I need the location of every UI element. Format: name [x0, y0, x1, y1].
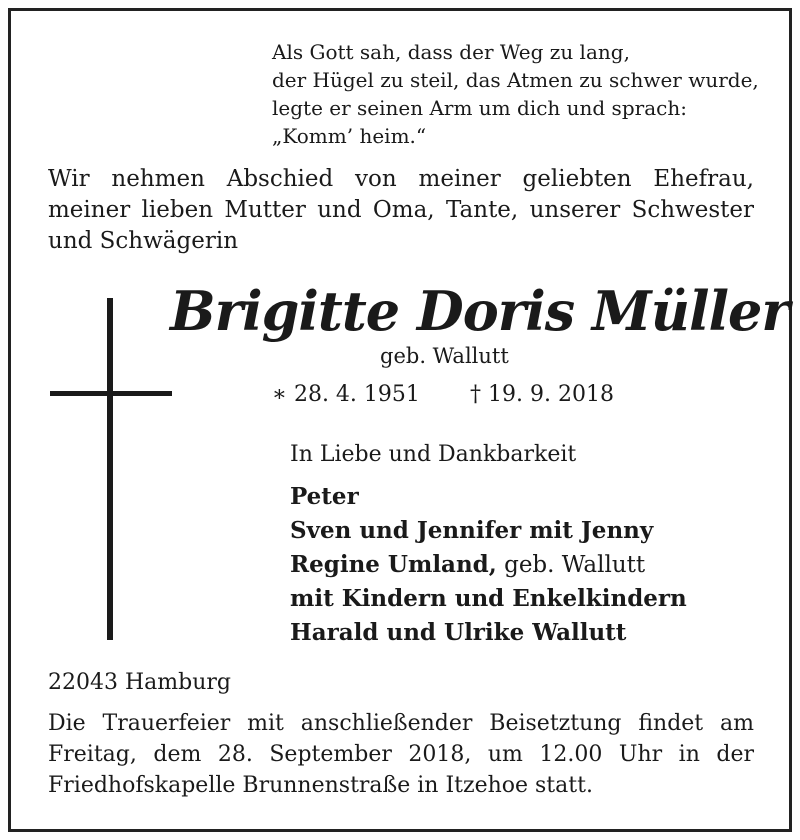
latin-cross-icon — [107, 298, 113, 640]
poem-line: Als Gott sah, dass der Weg zu lang, — [272, 40, 630, 64]
mourner-line: Harald und Ulrike Wallutt — [290, 619, 627, 646]
birth-date: ∗ 28. 4. 1951 — [272, 382, 420, 407]
mourners-list — [290, 480, 760, 650]
mourner-line — [290, 548, 760, 582]
mourner-line: Peter — [290, 483, 359, 510]
mourner-name: Regine Umland, — [290, 551, 497, 578]
birth-name: geb. Wallutt — [380, 344, 509, 368]
deceased-name: Brigitte Doris Müller — [170, 279, 789, 343]
ceremony-text — [48, 708, 754, 801]
poem-line: legte er seinen Arm um dich und sprach: — [272, 96, 687, 120]
mourner-line: mit Kindern und Enkelkindern — [290, 585, 687, 612]
poem — [272, 38, 759, 150]
mourner-birth-name: geb. Wallutt — [496, 552, 646, 578]
ceremony-line: Friedhofskapelle Brunnenstraße in Itzehoe statt. — [48, 773, 593, 798]
latin-cross-icon-bar — [50, 391, 172, 396]
intro-line: und Schwägerin — [48, 228, 239, 254]
death-date: † 19. 9. 2018 — [470, 382, 614, 407]
intro-line: Wir nehmen Abschied von meiner geliebten Ehefrau, — [48, 166, 754, 192]
poem-line: der Hügel zu steil, das Atmen zu schwer wurde, — [272, 68, 759, 92]
mourner-line: Sven und Jennifer mit Jenny — [290, 517, 654, 544]
city: 22043 Hamburg — [48, 670, 231, 695]
ceremony-line: Die Trauerfeier mit anschließender Beisetztung findet am — [48, 711, 754, 736]
intro-text — [48, 164, 754, 257]
intro-line: meiner lieben Mutter und Oma, Tante, unserer Schwester — [48, 197, 754, 223]
dedication: In Liebe und Dankbarkeit — [290, 442, 577, 467]
ceremony-line: Freitag, dem 28. September 2018, um 12.00 Uhr in der — [48, 742, 754, 767]
poem-line: „Komm’ heim.“ — [272, 124, 427, 148]
